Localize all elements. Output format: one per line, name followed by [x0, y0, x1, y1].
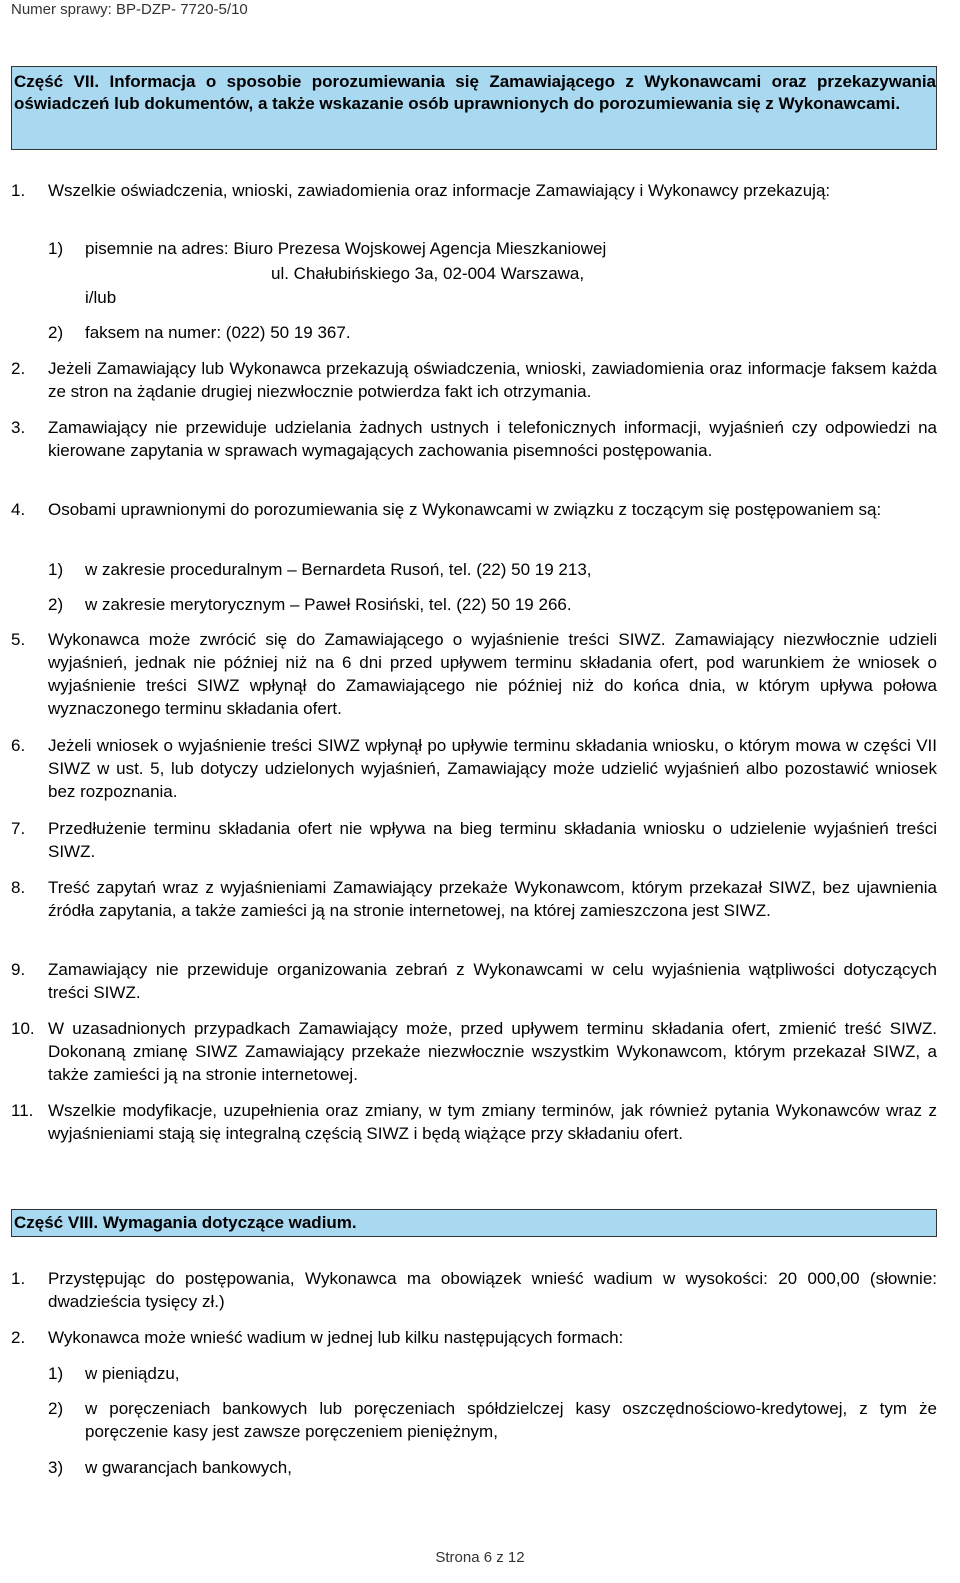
subitem-text: faksem na numer: (022) 50 19 367. [85, 323, 351, 342]
item-text: Wykonawca może wnieść wadium w jednej lub kilku następujących formach: [48, 1328, 624, 1347]
item-number: 6. [11, 736, 26, 755]
subitem-text: w zakresie merytorycznym – Paweł Rosiński, tel. (22) 50 19 266. [85, 595, 572, 614]
subitem-number: 2) [48, 595, 64, 614]
item-text: Osobami uprawnionymi do porozumiewania się z Wykonawcami w związku z toczącym się postępowaniem są: [48, 500, 882, 519]
item-number: 2. [11, 1328, 26, 1347]
item-number: 8. [11, 878, 26, 897]
page-number: Strona 6 z 12 [435, 1549, 525, 1566]
item-number: 10. [11, 1019, 35, 1038]
subitem-text: w pieniądzu, [85, 1364, 180, 1383]
item-number: 7. [11, 819, 26, 838]
item-number: 9. [11, 960, 26, 979]
item-text: W uzasadnionych przypadkach Zamawiający może, przed upływem terminu składania ofert, zmienić treść SIWZ. Dokonaną zmianę SIWZ Zamawiający przekaże niezwłocznie wszystkim Wykonawcom, którym przekazał SIWZ, a także zamieści ją na stronie internetowej. [48, 1019, 937, 1084]
item-number: 1. [11, 1269, 26, 1288]
subitem-number: 1) [48, 1364, 64, 1383]
item-text: Wszelkie oświadczenia, wnioski, zawiadomienia oraz informacje Zamawiający i Wykonawcy przekazują: [48, 181, 831, 200]
item-text: Wszelkie modyfikacje, uzupełnienia oraz zmiany, w tym zmiany terminów, jak również pytania Wykonawców wraz z wyjaśnieniami stają się integralną częścią SIWZ i będą wiążące przy składaniu ofert. [48, 1101, 937, 1143]
section-heading-text: Część VIII. Wymagania dotyczące wadium. [14, 1213, 357, 1232]
item-number: 3. [11, 418, 26, 437]
section-heading-part-8 [11, 1209, 937, 1237]
subitem-number: 2) [48, 323, 64, 342]
item-text: Przedłużenie terminu składania ofert nie wpływa na bieg terminu składania wniosku o udzielenie wyjaśnień treści SIWZ. [48, 819, 937, 861]
section-heading-part-7 [11, 66, 937, 150]
item-number: 5. [11, 630, 26, 649]
subitem-text: w poręczeniach bankowych lub poręczeniach spółdzielczej kasy oszczędnościowo-kredytowej, z tym że poręczenie kasy jest zawsze poręczeniem pieniężnym, [85, 1399, 937, 1441]
case-number: Numer sprawy: BP-DZP- 7720-5/10 [11, 1, 248, 18]
item-text: Zamawiający nie przewiduje udzielania żadnych ustnych i telefonicznych informacji, wyjaśnień czy odpowiedzi na kierowane zapytania w sprawach wymagających zachowania pisemności postępowania. [48, 418, 937, 460]
item-text: Jeżeli wniosek o wyjaśnienie treści SIWZ wpłynął po upływie terminu składania wniosku, o którym mowa w części VII SIWZ w ust. 5, lub dotyczy udzielonych wyjaśnień, Zamawiający może udzielić wyjaśnień albo pozostawić wniosek bez rozpoznania. [48, 736, 937, 801]
item-text: Jeżeli Zamawiający lub Wykonawca przekazują oświadczenia, wnioski, zawiadomienia oraz informacje faksem każda ze stron na żądanie drugiej niezwłocznie potwierdza fakt ich otrzymania. [48, 359, 937, 401]
item-number: 2. [11, 359, 26, 378]
address-line-1: pisemnie na adres: Biuro Prezesa Wojskowej Agencja Mieszkaniowej [85, 239, 607, 258]
item-text: Treść zapytań wraz z wyjaśnieniami Zamawiający przekaże Wykonawcom, którym przekazał SIWZ, bez ujawnienia źródła zapytania, a także zamieści ją na stronie internetowej, na której zamieszczona jest SIWZ. [48, 878, 937, 920]
address-line-3: i/lub [85, 288, 117, 307]
subitem-number: 1) [48, 239, 64, 258]
item-text: Przystępując do postępowania, Wykonawca ma obowiązek wnieść wadium w wysokości: 20 000,00 (słownie: dwadzieścia tysięcy zł.) [48, 1269, 937, 1311]
address-line-2: ul. Chałubińskiego 3a, 02-004 Warszawa, [271, 264, 585, 283]
item-number: 1. [11, 181, 26, 200]
subitem-number: 3) [48, 1458, 64, 1477]
subitem-text: w gwarancjach bankowych, [85, 1458, 292, 1477]
section-heading-text: Część VII. Informacja o sposobie porozumiewania się Zamawiającego z Wykonawcami oraz przekazywania oświadczeń lub dokumentów, a także wskazanie osób uprawnionych do porozumiewania się z Wykonawcami. [14, 72, 936, 113]
item-text: Wykonawca może zwrócić się do Zamawiającego o wyjaśnienie treści SIWZ. Zamawiający niezwłocznie udzieli wyjaśnień, jednak nie później niż na 6 dni przed upływem terminu składania ofert, pod warunkiem że wniosek o wyjaśnienie treści SIWZ wpłynął do Zamawiającego nie później niż do końca dnia, w którym upływa połowa wyznaczonego terminu składania ofert. [48, 630, 937, 718]
subitem-number: 1) [48, 560, 64, 579]
item-text: Zamawiający nie przewiduje organizowania zebrań z Wykonawcami w celu wyjaśnienia wątpliwości dotyczących treści SIWZ. [48, 960, 937, 1002]
item-number: 4. [11, 500, 26, 519]
item-number: 11. [11, 1101, 34, 1120]
subitem-text: w zakresie proceduralnym – Bernardeta Rusoń, tel. (22) 50 19 213, [85, 560, 592, 579]
subitem-number: 2) [48, 1399, 64, 1418]
